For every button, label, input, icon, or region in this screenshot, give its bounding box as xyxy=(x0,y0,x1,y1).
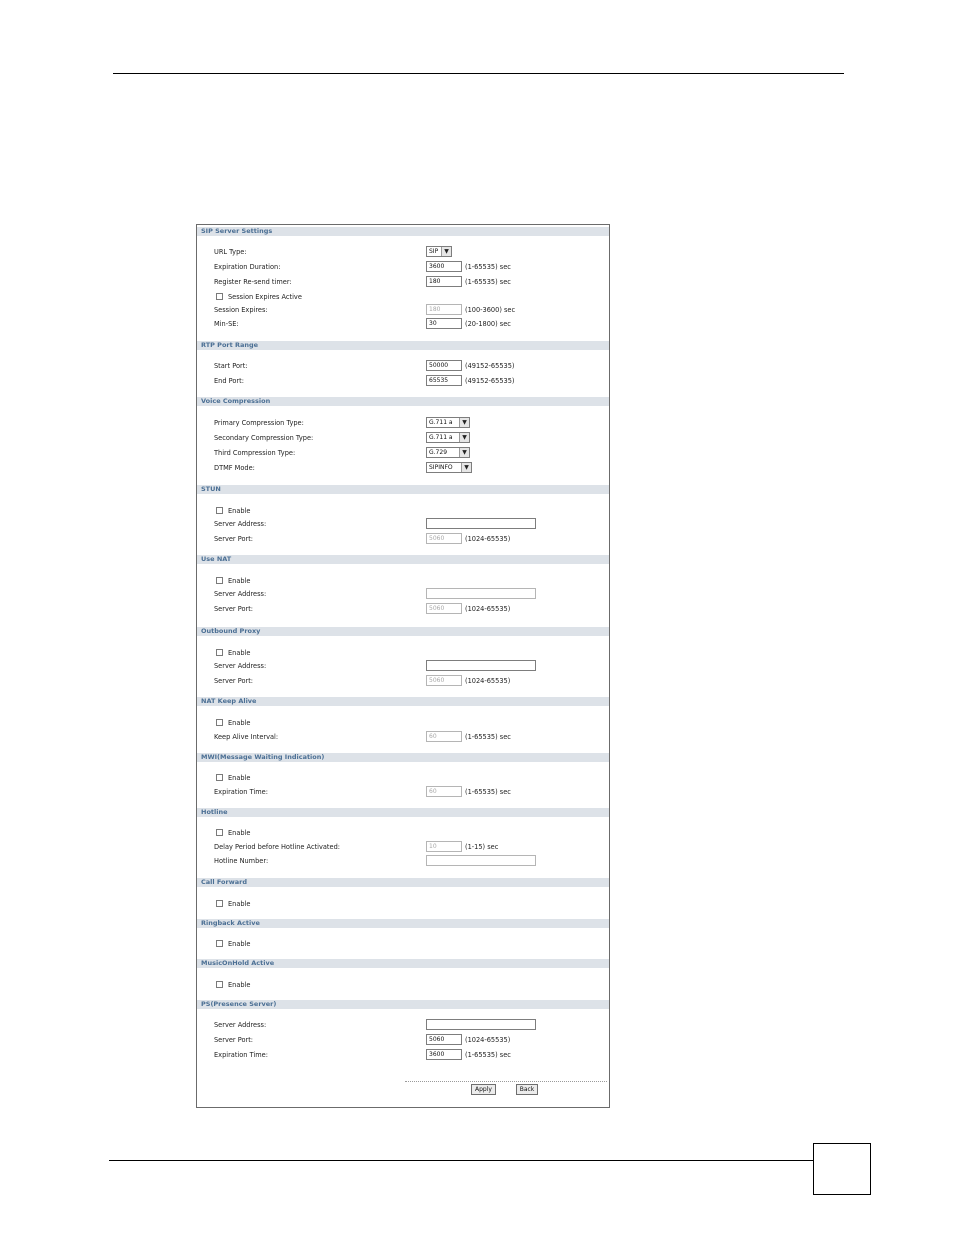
row-primary-compression xyxy=(197,417,609,429)
button-divider xyxy=(405,1081,607,1082)
row-proxy-address xyxy=(197,660,609,672)
stun-enable-checkbox[interactable] xyxy=(216,507,223,514)
hotline-number-input[interactable] xyxy=(426,855,536,866)
chevron-down-icon: ▼ xyxy=(459,448,469,457)
section-header-hotline xyxy=(197,808,609,817)
row-session-expires xyxy=(197,304,609,316)
section-title: Voice Compression xyxy=(201,397,271,405)
row-hotline-enable xyxy=(197,827,609,839)
section-title: Call Forward xyxy=(201,878,247,886)
row-callfwd-enable xyxy=(197,898,609,910)
mwi-enable-checkbox[interactable] xyxy=(216,774,223,781)
nat-port-input[interactable]: 5060 xyxy=(426,603,462,614)
section-header-callfwd xyxy=(197,878,609,887)
keepalive-enable-checkbox[interactable] xyxy=(216,719,223,726)
keepalive-interval-label: Keep Alive Interval: xyxy=(214,733,279,741)
expiration-duration-input[interactable]: 3600 xyxy=(426,261,462,272)
section-header-proxy xyxy=(197,627,609,636)
row-stun-address xyxy=(197,518,609,530)
row-secondary-compression xyxy=(197,432,609,444)
row-mwi-enable xyxy=(197,772,609,784)
callfwd-enable-label: Enable xyxy=(228,900,251,908)
stun-address-label: Server Address: xyxy=(214,520,267,528)
stun-enable-label: Enable xyxy=(228,507,251,515)
nat-port-label: Server Port: xyxy=(214,605,254,613)
stun-port-input[interactable]: 5060 xyxy=(426,533,462,544)
row-keepalive-interval xyxy=(197,731,609,743)
section-title: SIP Server Settings xyxy=(201,227,273,235)
row-url-type xyxy=(197,246,609,258)
section-header-voice xyxy=(197,397,609,406)
start-port-label: Start Port: xyxy=(214,362,248,370)
mwi-time-label: Expiration Time: xyxy=(214,788,268,796)
primary-compression-select[interactable] xyxy=(426,417,470,428)
secondary-compression-select[interactable] xyxy=(426,432,470,443)
nat-port-hint: (1024-65535) xyxy=(465,605,511,613)
row-ps-port xyxy=(197,1034,609,1046)
header-rule xyxy=(113,73,844,74)
ps-time-hint: (1-65535) sec xyxy=(465,1051,511,1059)
section-title: RTP Port Range xyxy=(201,341,259,349)
session-expires-input[interactable]: 180 xyxy=(426,304,462,315)
footer-rule xyxy=(109,1160,814,1161)
section-title: Hotline xyxy=(201,808,228,816)
ps-port-label: Server Port: xyxy=(214,1036,254,1044)
dtmf-mode-label: DTMF Mode: xyxy=(214,464,255,472)
sip-settings-panel xyxy=(196,224,610,1108)
resend-timer-label: Register Re-send timer: xyxy=(214,278,292,286)
row-keepalive-enable xyxy=(197,717,609,729)
stun-port-hint: (1024-65535) xyxy=(465,535,511,543)
section-header-keepalive xyxy=(197,697,609,706)
expiration-duration-hint: (1-65535) sec xyxy=(465,263,511,271)
min-se-label: Min-SE: xyxy=(214,320,239,328)
select-value: SIPINFO xyxy=(429,464,453,471)
nat-enable-label: Enable xyxy=(228,577,251,585)
section-header-mwi xyxy=(197,753,609,762)
row-third-compression xyxy=(197,447,609,459)
row-proxy-enable xyxy=(197,647,609,659)
dtmf-mode-select[interactable] xyxy=(426,462,472,473)
expiration-duration-label: Expiration Duration: xyxy=(214,263,281,271)
ps-port-input[interactable]: 5060 xyxy=(426,1034,462,1045)
hotline-delay-input[interactable]: 10 xyxy=(426,841,462,852)
row-ps-address xyxy=(197,1019,609,1031)
chevron-down-icon: ▼ xyxy=(459,418,469,427)
proxy-address-input[interactable] xyxy=(426,660,536,671)
hotline-delay-label: Delay Period before Hotline Activated: xyxy=(214,843,340,851)
session-expires-active-label: Session Expires Active xyxy=(228,293,302,301)
row-end-port xyxy=(197,375,609,387)
chevron-down-icon: ▼ xyxy=(461,463,471,472)
section-title: PS(Presence Server) xyxy=(201,1000,277,1008)
section-title: Use NAT xyxy=(201,555,232,563)
callfwd-enable-checkbox[interactable] xyxy=(216,900,223,907)
keepalive-interval-input[interactable]: 60 xyxy=(426,731,462,742)
section-header-sip xyxy=(197,227,609,236)
chevron-down-icon: ▼ xyxy=(441,247,451,256)
row-moh-enable xyxy=(197,979,609,991)
row-expiration-duration xyxy=(197,261,609,273)
keepalive-interval-hint: (1-65535) sec xyxy=(465,733,511,741)
ps-time-label: Expiration Time: xyxy=(214,1051,268,1059)
mwi-time-input[interactable]: 60 xyxy=(426,786,462,797)
section-title: STUN xyxy=(201,485,221,493)
nat-address-label: Server Address: xyxy=(214,590,267,598)
chevron-down-icon: ▼ xyxy=(459,433,469,442)
section-header-stun xyxy=(197,485,609,494)
session-expires-active-checkbox[interactable] xyxy=(216,293,223,300)
row-hotline-delay xyxy=(197,841,609,853)
keepalive-enable-label: Enable xyxy=(228,719,251,727)
end-port-input[interactable]: 65535 xyxy=(426,375,462,386)
select-value: G.711 a xyxy=(429,419,453,426)
ps-address-label: Server Address: xyxy=(214,1021,267,1029)
end-port-hint: (49152-65535) xyxy=(465,377,515,385)
section-title: Outbound Proxy xyxy=(201,627,261,635)
row-start-port xyxy=(197,360,609,372)
row-dtmf-mode xyxy=(197,462,609,474)
resend-timer-input[interactable]: 180 xyxy=(426,276,462,287)
nat-address-input[interactable] xyxy=(426,588,536,599)
proxy-port-hint: (1024-65535) xyxy=(465,677,511,685)
hotline-enable-label: Enable xyxy=(228,829,251,837)
section-title: Ringback Active xyxy=(201,919,260,927)
url-type-label: URL Type: xyxy=(214,248,247,256)
select-value: G.729 xyxy=(429,449,448,456)
section-title: MusicOnHold Active xyxy=(201,959,275,967)
row-nat-enable xyxy=(197,575,609,587)
third-compression-label: Third Compression Type: xyxy=(214,449,296,457)
row-resend-timer xyxy=(197,276,609,288)
ringback-enable-label: Enable xyxy=(228,940,251,948)
proxy-address-label: Server Address: xyxy=(214,662,267,670)
section-title: NAT Keep Alive xyxy=(201,697,257,705)
nat-enable-checkbox[interactable] xyxy=(216,577,223,584)
mwi-enable-label: Enable xyxy=(228,774,251,782)
section-header-ps xyxy=(197,1000,609,1009)
url-type-select[interactable] xyxy=(426,246,452,257)
row-min-se xyxy=(197,318,609,330)
hotline-delay-hint: (1-15) sec xyxy=(465,843,499,851)
section-header-rtp xyxy=(197,341,609,350)
start-port-hint: (49152-65535) xyxy=(465,362,515,370)
resend-timer-hint: (1-65535) sec xyxy=(465,278,511,286)
ps-port-hint: (1024-65535) xyxy=(465,1036,511,1044)
end-port-label: End Port: xyxy=(214,377,244,385)
moh-enable-label: Enable xyxy=(228,981,251,989)
ps-address-input[interactable] xyxy=(426,1019,536,1030)
third-compression-select[interactable] xyxy=(426,447,470,458)
page-number-box xyxy=(813,1143,871,1195)
start-port-input[interactable]: 50000 xyxy=(426,360,462,371)
min-se-input[interactable]: 30 xyxy=(426,318,462,329)
select-value: G.711 a xyxy=(429,434,453,441)
row-nat-address xyxy=(197,588,609,600)
stun-address-input[interactable] xyxy=(426,518,536,529)
row-nat-port xyxy=(197,603,609,615)
session-expires-hint: (100-3600) sec xyxy=(465,306,516,314)
row-stun-enable xyxy=(197,505,609,517)
primary-compression-label: Primary Compression Type: xyxy=(214,419,304,427)
ps-time-input[interactable]: 3600 xyxy=(426,1049,462,1060)
proxy-port-label: Server Port: xyxy=(214,677,254,685)
mwi-time-hint: (1-65535) sec xyxy=(465,788,511,796)
hotline-number-label: Hotline Number: xyxy=(214,857,269,865)
section-header-nat xyxy=(197,555,609,564)
min-se-hint: (20-1800) sec xyxy=(465,320,511,328)
section-header-ringback xyxy=(197,919,609,928)
proxy-port-input[interactable]: 5060 xyxy=(426,675,462,686)
back-button[interactable]: Back xyxy=(516,1084,538,1095)
apply-button[interactable]: Apply xyxy=(471,1084,496,1095)
row-ps-time xyxy=(197,1049,609,1061)
moh-enable-checkbox[interactable] xyxy=(216,981,223,988)
proxy-enable-checkbox[interactable] xyxy=(216,649,223,656)
row-mwi-time xyxy=(197,786,609,798)
session-expires-label: Session Expires: xyxy=(214,306,268,314)
section-header-moh xyxy=(197,959,609,968)
row-stun-port xyxy=(197,533,609,545)
row-proxy-port xyxy=(197,675,609,687)
stun-port-label: Server Port: xyxy=(214,535,254,543)
row-hotline-number xyxy=(197,855,609,867)
proxy-enable-label: Enable xyxy=(228,649,251,657)
row-ringback-enable xyxy=(197,938,609,950)
row-session-expires-active xyxy=(197,291,609,303)
section-title: MWI(Message Waiting Indication) xyxy=(201,753,325,761)
secondary-compression-label: Secondary Compression Type: xyxy=(214,434,314,442)
hotline-enable-checkbox[interactable] xyxy=(216,829,223,836)
select-value: SIP xyxy=(429,248,439,255)
ringback-enable-checkbox[interactable] xyxy=(216,940,223,947)
